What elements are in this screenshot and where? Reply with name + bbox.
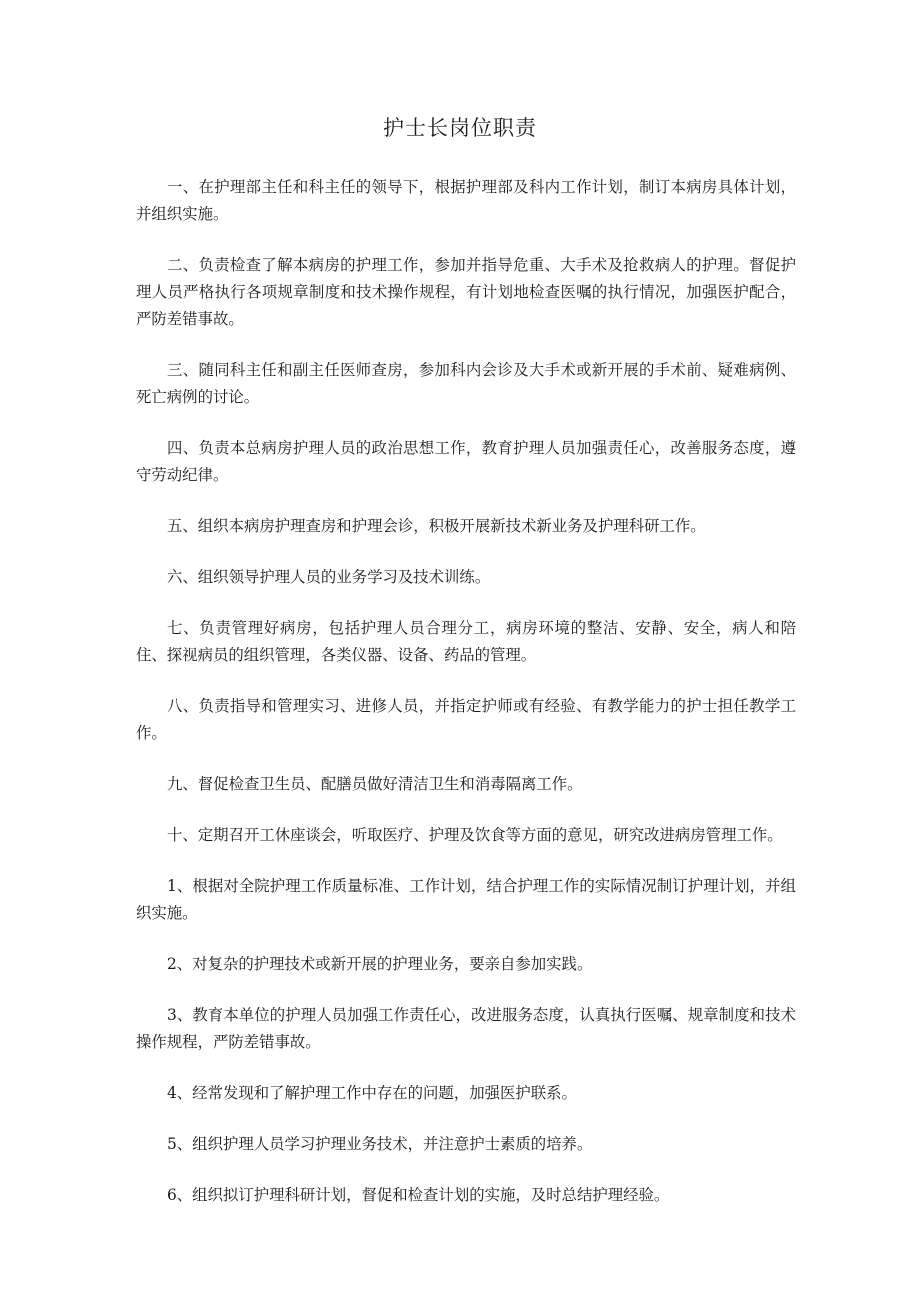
- paragraph: 3、教育本单位的护理人员加强工作责任心，改进服务态度，认真执行医嘱、规章制度和技术操作规程，严防差错事故。: [136, 1006, 796, 1051]
- paragraph: 1、根据对全院护理工作质量标准、工作计划，结合护理工作的实际情况制订护理计划，并组织实施。: [136, 877, 796, 922]
- paragraph: 5、组织护理人员学习护理业务技术，并注意护士素质的培养。: [167, 1135, 593, 1153]
- paragraph: 6、组织拟订护理科研计划，督促和检查计划的实施，及时总结护理经验。: [167, 1186, 670, 1204]
- paragraph: 六、组织领导护理人员的业务学习及技术训练。: [167, 568, 491, 586]
- paragraph: 4、经常发现和了解护理工作中存在的问题，加强医护联系。: [167, 1084, 577, 1102]
- document-title: 护士长岗位职责: [383, 116, 537, 140]
- paragraph: 五、组织本病房护理查房和护理会诊，积极开展新技术新业务及护理科研工作。: [167, 517, 706, 535]
- paragraph: 一、在护理部主任和科主任的领导下，根据护理部及科内工作计划，制订本病房具体计划，并组织实施。: [136, 178, 796, 223]
- paragraph: 十、定期召开工休座谈会，听取医疗、护理及饮食等方面的意见，研究改进病房管理工作。: [167, 826, 783, 844]
- paragraph: 七、负责管理好病房，包括护理人员合理分工，病房环境的整洁、安静、安全，病人和陪住、探视病员的组织管理，各类仪器、设备、药品的管理。: [136, 619, 796, 664]
- paragraph: 三、随同科主任和副主任医师查房，参加科内会诊及大手术或新开展的手术前、疑难病例、死亡病例的讨论。: [136, 361, 796, 406]
- paragraph: 八、负责指导和管理实习、进修人员，并指定护师或有经验、有教学能力的护士担任教学工作。: [136, 697, 796, 742]
- paragraph: 九、督促检查卫生员、配膳员做好清洁卫生和消毒隔离工作。: [167, 775, 583, 793]
- paragraph: 2、对复杂的护理技术或新开展的护理业务，要亲自参加实践。: [167, 955, 593, 973]
- paragraph: 四、负责本总病房护理人员的政治思想工作，教育护理人员加强责任心，改善服务态度，遵守劳动纪律。: [136, 439, 796, 484]
- document-body: [136, 174, 796, 1233]
- paragraph: 二、负责检查了解本病房的护理工作，参加并指导危重、大手术及抢救病人的护理。督促护理人员严格执行各项规章制度和技术操作规程，有计划地检查医嘱的执行情况，加强医护配合，严防差错事故。: [136, 256, 796, 328]
